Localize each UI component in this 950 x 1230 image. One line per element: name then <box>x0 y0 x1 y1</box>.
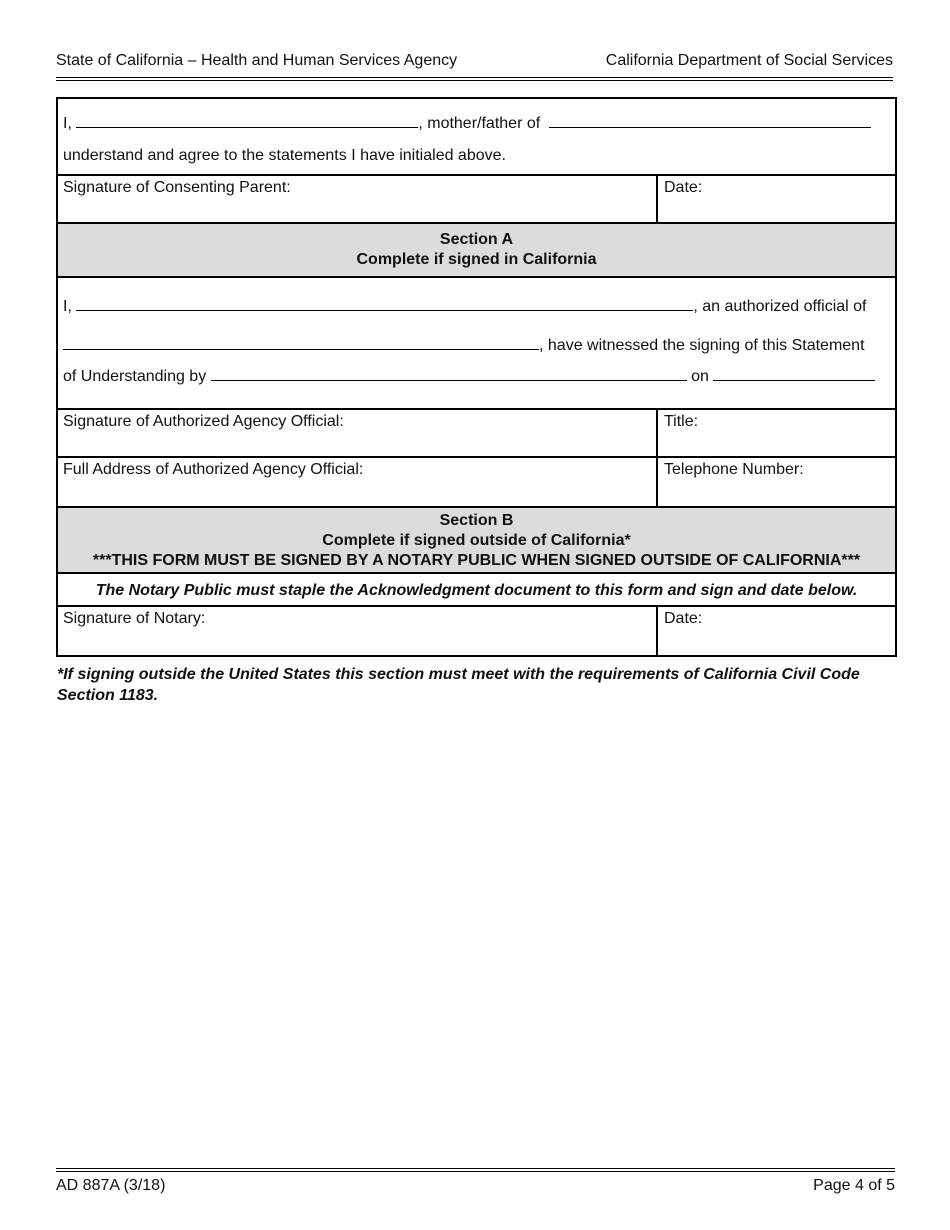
child-name-field[interactable] <box>549 113 871 128</box>
official-signature-row <box>56 410 897 458</box>
footer-rule-bottom <box>56 1171 895 1172</box>
notary-warning: ***THIS FORM MUST BE SIGNED BY A NOTARY PUBLIC WHEN SIGNED OUTSIDE OF CALIFORNIA*** <box>92 552 861 569</box>
header-rule-bottom <box>56 80 893 81</box>
official-title-label: Title: <box>664 413 699 430</box>
consent-statement <box>56 97 897 176</box>
official-phone-label: Telephone Number: <box>664 461 804 478</box>
official-phone-cell[interactable] <box>656 458 658 506</box>
section-a-title: Section A <box>439 231 514 248</box>
form-id: AD 887A (3/18) <box>56 1177 166 1194</box>
notary-instruction-text: The Notary Public must staple the Acknowledgment document to this form and sign and date below. <box>95 582 858 599</box>
official-address-label: Full Address of Authorized Agency Official: <box>63 461 364 478</box>
notary-signature-label: Signature of Notary: <box>63 610 206 627</box>
section-b-subtitle: Complete if signed outside of California* <box>322 532 631 549</box>
section-a-header <box>56 224 897 278</box>
agency-name-field[interactable] <box>63 335 539 350</box>
parent-signature-row <box>56 176 897 224</box>
section-a-subtitle: Complete if signed in California <box>356 251 597 268</box>
parent-name-field[interactable] <box>76 113 418 128</box>
header-rule-top <box>56 77 893 78</box>
agency-name: State of California – Health and Human Services Agency <box>56 52 458 69</box>
consent-i-label: I, <box>63 115 72 132</box>
official-title-cell[interactable] <box>656 410 658 456</box>
section-b-header <box>56 506 897 574</box>
official-address-row <box>56 458 897 506</box>
parent-signature-label: Signature of Consenting Parent: <box>63 179 291 196</box>
section-b-title: Section B <box>439 512 514 529</box>
witnessed-text: , have witnessed the signing of this Statement <box>539 337 865 354</box>
consent-form <box>56 97 897 657</box>
official-name-field[interactable] <box>76 296 693 311</box>
page-number: Page 4 of 5 <box>813 1177 895 1194</box>
notary-date-cell[interactable] <box>656 607 658 655</box>
signer-name-field[interactable] <box>211 366 687 381</box>
section-a-statement <box>56 278 897 410</box>
consent-agreement-text: understand and agree to the statements I have initialed above. <box>63 147 506 164</box>
page-header <box>56 52 893 72</box>
understanding-by-label: of Understanding by <box>63 368 207 385</box>
notary-signature-row <box>56 607 897 657</box>
official-signature-label: Signature of Authorized Agency Official: <box>63 413 344 430</box>
notary-instruction <box>56 574 897 607</box>
section-a-i-label: I, <box>63 298 72 315</box>
notary-date-label: Date: <box>664 610 703 627</box>
footer-rule-top <box>56 1168 895 1169</box>
footnote: *If signing outside the United States this section must meet with the requirements of California Civil Code Section 1183. <box>57 666 860 704</box>
signing-date-field[interactable] <box>713 366 875 381</box>
parent-date-cell[interactable] <box>656 176 658 222</box>
on-label: on <box>691 368 709 385</box>
department-name: California Department of Social Services <box>605 52 893 69</box>
parent-date-label: Date: <box>664 179 703 196</box>
consent-mother-father-label: , mother/father of <box>418 115 541 132</box>
authorized-official-text: , an authorized official of <box>693 298 867 315</box>
